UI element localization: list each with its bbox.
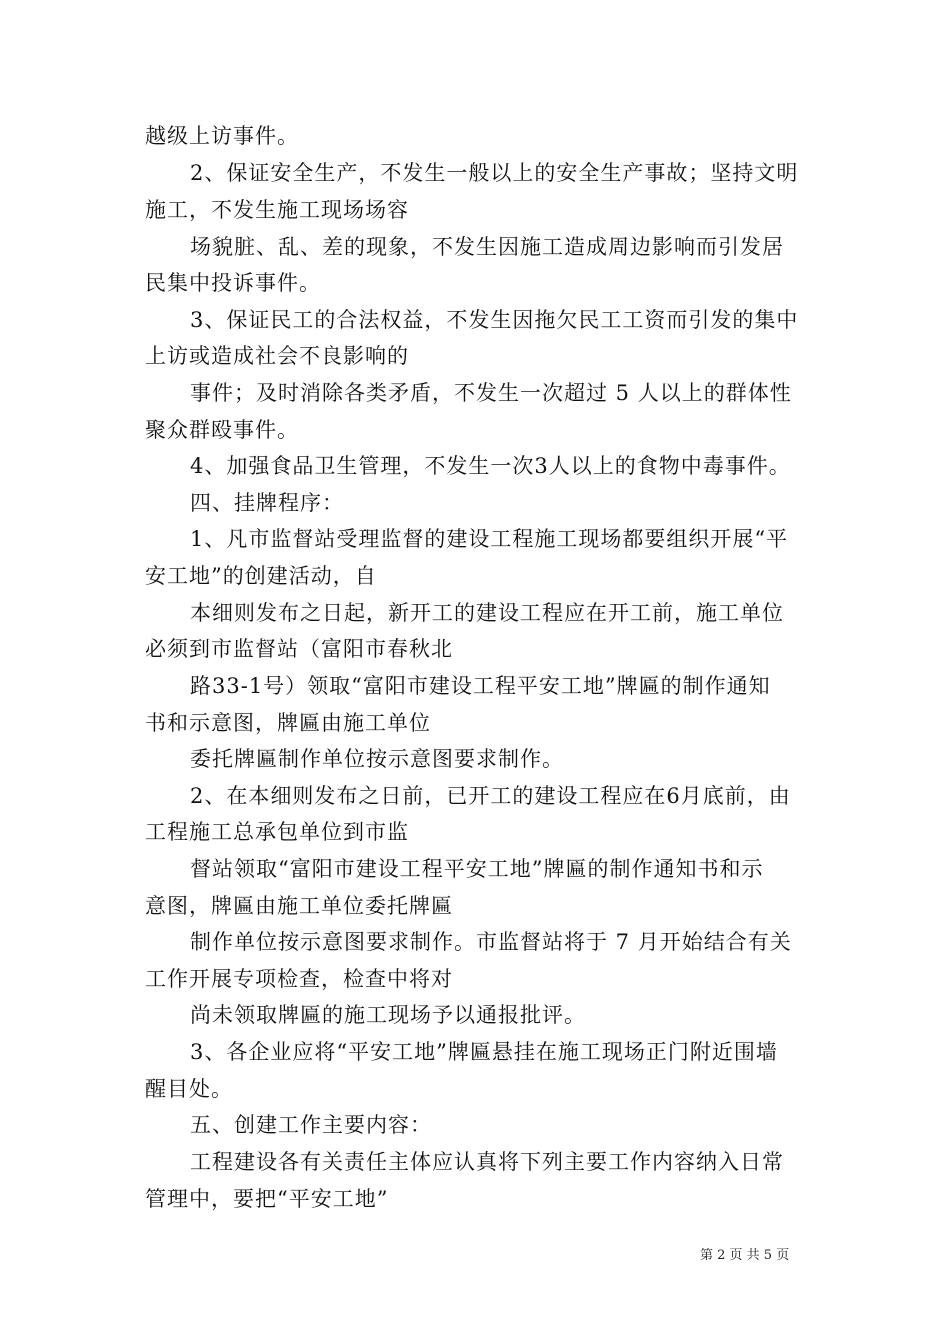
text-line: 上访或造成社会不良影响的 xyxy=(145,344,409,368)
text-line: 安工地”的创建活动，自 xyxy=(145,564,377,588)
text-line: 尚未领取牌匾的施工现场予以通报批评。 xyxy=(190,1003,586,1027)
text-line: 越级上访事件。 xyxy=(145,124,299,148)
text-line: 督站领取“富阳市建设工程平安工地”牌匾的制作通知书和示 xyxy=(190,857,764,881)
text-line: 工程施工总承包单位到市监 xyxy=(145,820,409,844)
text-line: 必须到市监督站（富阳市春秋北 xyxy=(145,637,453,661)
text-line: 书和示意图，牌匾由施工单位 xyxy=(145,711,431,735)
text-line: 本细则发布之日起，新开工的建设工程应在开工前，施工单位 xyxy=(190,601,784,625)
text-line: 工程建设各有关责任主体应认真将下列主要工作内容纳入日常 xyxy=(190,1150,784,1174)
text-line: 管理中，要把“平安工地” xyxy=(145,1187,389,1211)
text-line: 3、各企业应将“平安工地”牌匾悬挂在施工现场正门附近围墙 xyxy=(190,1040,778,1064)
text-line: 4、加强食品卫生管理，不发生一次3人以上的食物中毒事件。 xyxy=(190,454,791,478)
text-line: 意图，牌匾由施工单位委托牌匾 xyxy=(145,894,453,918)
page-number: 第 2 页 共 5 页 xyxy=(700,1248,790,1263)
text-line: 工作开展专项检查，检查中将对 xyxy=(145,967,453,991)
text-line: 施工，不发生施工现场场容 xyxy=(145,198,409,222)
text-line: 事件；及时消除各类矛盾，不发生一次超过 5 人以上的群体性 xyxy=(190,381,792,405)
text-line: 场貌脏、乱、差的现象，不发生因施工造成周边影响而引发居 xyxy=(190,235,784,259)
text-line: 1、凡市监督站受理监督的建设工程施工现场都要组织开展“平 xyxy=(190,527,789,551)
text-line: 路33-1号）领取“富阳市建设工程平安工地”牌匾的制作通知 xyxy=(190,674,771,698)
text-line: 2、保证安全生产，不发生一般以上的安全生产事故；坚持文明 xyxy=(190,161,799,185)
text-line: 聚众群殴事件。 xyxy=(145,418,299,442)
text-line: 制作单位按示意图要求制作。市监督站将于 7 月开始结合有关 xyxy=(190,930,792,954)
text-line: 民集中投诉事件。 xyxy=(145,271,321,295)
section-heading: 四、挂牌程序： xyxy=(190,491,344,515)
section-heading: 五、创建工作主要内容： xyxy=(190,1113,432,1137)
text-line: 委托牌匾制作单位按示意图要求制作。 xyxy=(190,747,564,771)
text-line: 醒目处。 xyxy=(145,1077,233,1101)
text-line: 3、保证民工的合法权益，不发生因拖欠民工工资而引发的集中 xyxy=(190,308,799,332)
text-line: 2、在本细则发布之日前，已开工的建设工程应在6月底前，由 xyxy=(190,784,791,808)
